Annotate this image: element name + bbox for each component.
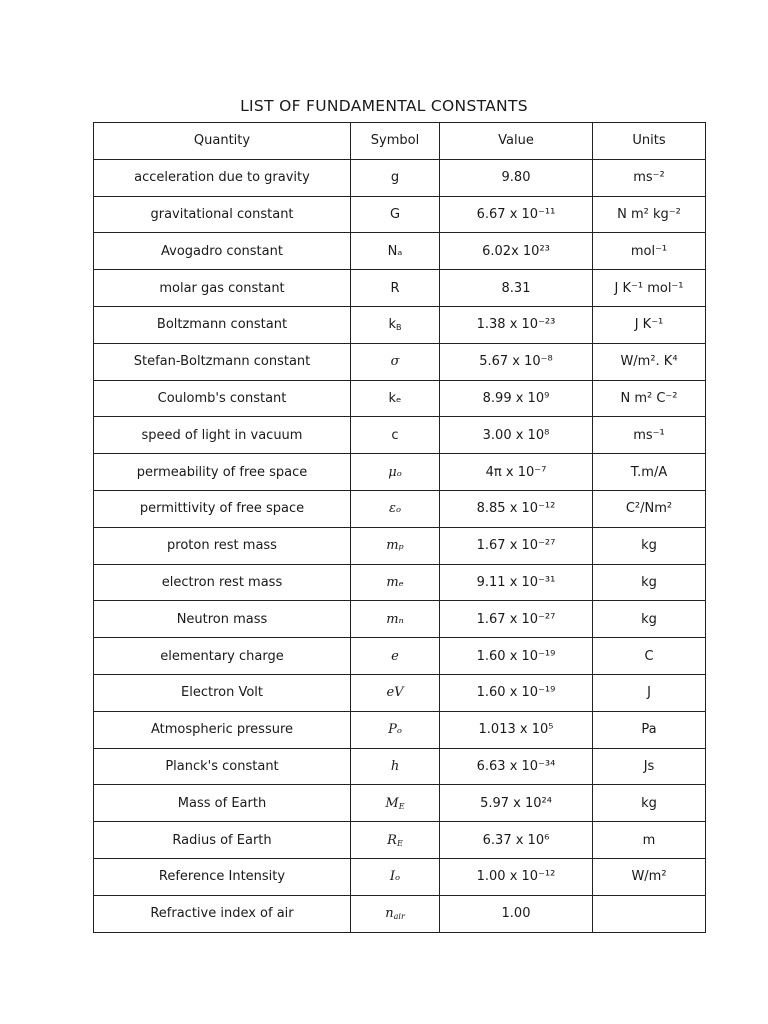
cell-units: kg bbox=[593, 527, 706, 564]
cell-value: 1.67 x 10⁻²⁷ bbox=[440, 601, 593, 638]
cell-value: 1.013 x 10⁵ bbox=[440, 711, 593, 748]
cell-value: 1.00 x 10⁻¹² bbox=[440, 858, 593, 895]
cell-value: 8.31 bbox=[440, 270, 593, 307]
cell-value: 9.80 bbox=[440, 159, 593, 196]
cell-value: 8.99 x 10⁹ bbox=[440, 380, 593, 417]
header-units: Units bbox=[593, 123, 706, 160]
cell-symbol: h bbox=[351, 748, 440, 785]
cell-symbol: σ bbox=[351, 343, 440, 380]
cell-quantity: speed of light in vacuum bbox=[94, 417, 351, 454]
cell-quantity: Planck's constant bbox=[94, 748, 351, 785]
cell-symbol: mₙ bbox=[351, 601, 440, 638]
cell-units: ms⁻¹ bbox=[593, 417, 706, 454]
cell-quantity: Atmospheric pressure bbox=[94, 711, 351, 748]
cell-quantity: Stefan-Boltzmann constant bbox=[94, 343, 351, 380]
cell-quantity: Avogadro constant bbox=[94, 233, 351, 270]
cell-units: Pa bbox=[593, 711, 706, 748]
cell-units: T.m/A bbox=[593, 454, 706, 491]
cell-quantity: Mass of Earth bbox=[94, 785, 351, 822]
cell-units: kg bbox=[593, 564, 706, 601]
cell-units: W/m². K⁴ bbox=[593, 343, 706, 380]
cell-units: ms⁻² bbox=[593, 159, 706, 196]
cell-symbol: mₚ bbox=[351, 527, 440, 564]
cell-symbol: $R_E$ bbox=[351, 822, 440, 859]
table-row bbox=[94, 822, 706, 859]
cell-value: 5.97 x 10²⁴ bbox=[440, 785, 593, 822]
cell-quantity: Boltzmann constant bbox=[94, 306, 351, 343]
cell-quantity: permeability of free space bbox=[94, 454, 351, 491]
cell-units: Js bbox=[593, 748, 706, 785]
cell-quantity: molar gas constant bbox=[94, 270, 351, 307]
table-row bbox=[94, 711, 706, 748]
cell-symbol: $M_E$ bbox=[351, 785, 440, 822]
header-quantity: Quantity bbox=[94, 123, 351, 160]
cell-units: N m² C⁻² bbox=[593, 380, 706, 417]
cell-units: kg bbox=[593, 601, 706, 638]
table-row bbox=[94, 270, 706, 307]
cell-value: 6.02x 10²³ bbox=[440, 233, 593, 270]
cell-quantity: proton rest mass bbox=[94, 527, 351, 564]
cell-value: 1.67 x 10⁻²⁷ bbox=[440, 527, 593, 564]
cell-quantity: Coulomb's constant bbox=[94, 380, 351, 417]
constants-table bbox=[93, 122, 706, 933]
cell-quantity: acceleration due to gravity bbox=[94, 159, 351, 196]
cell-units: J K⁻¹ mol⁻¹ bbox=[593, 270, 706, 307]
cell-symbol: e bbox=[351, 638, 440, 675]
cell-symbol: Nₐ bbox=[351, 233, 440, 270]
cell-quantity: Refractive index of air bbox=[94, 895, 351, 932]
table-row bbox=[94, 196, 706, 233]
table-row bbox=[94, 306, 706, 343]
table-row bbox=[94, 527, 706, 564]
cell-quantity: Electron Volt bbox=[94, 674, 351, 711]
header-symbol: Symbol bbox=[351, 123, 440, 160]
cell-value: 1.00 bbox=[440, 895, 593, 932]
cell-quantity: electron rest mass bbox=[94, 564, 351, 601]
cell-symbol: εₒ bbox=[351, 490, 440, 527]
cell-value: 8.85 x 10⁻¹² bbox=[440, 490, 593, 527]
table-row bbox=[94, 785, 706, 822]
cell-units: J bbox=[593, 674, 706, 711]
table-row bbox=[94, 490, 706, 527]
cell-quantity: permittivity of free space bbox=[94, 490, 351, 527]
cell-value: 9.11 x 10⁻³¹ bbox=[440, 564, 593, 601]
cell-symbol: μₒ bbox=[351, 454, 440, 491]
cell-value: 4π x 10⁻⁷ bbox=[440, 454, 593, 491]
cell-units bbox=[593, 895, 706, 932]
table-row bbox=[94, 638, 706, 675]
cell-units: C²/Nm² bbox=[593, 490, 706, 527]
cell-value: 6.37 x 10⁶ bbox=[440, 822, 593, 859]
table-row bbox=[94, 343, 706, 380]
header-value: Value bbox=[440, 123, 593, 160]
table-row bbox=[94, 674, 706, 711]
cell-units: m bbox=[593, 822, 706, 859]
cell-units: J K⁻¹ bbox=[593, 306, 706, 343]
cell-symbol: eV bbox=[351, 674, 440, 711]
table-row bbox=[94, 417, 706, 454]
cell-quantity: Neutron mass bbox=[94, 601, 351, 638]
cell-value: 6.63 x 10⁻³⁴ bbox=[440, 748, 593, 785]
table-row bbox=[94, 858, 706, 895]
cell-quantity: Radius of Earth bbox=[94, 822, 351, 859]
table-row bbox=[94, 564, 706, 601]
page-title: LIST OF FUNDAMENTAL CONSTANTS bbox=[240, 97, 528, 116]
table-row bbox=[94, 380, 706, 417]
cell-quantity: gravitational constant bbox=[94, 196, 351, 233]
cell-value: 5.67 x 10⁻⁸ bbox=[440, 343, 593, 380]
cell-symbol: R bbox=[351, 270, 440, 307]
table-row bbox=[94, 895, 706, 932]
table-row bbox=[94, 454, 706, 491]
cell-units: C bbox=[593, 638, 706, 675]
cell-symbol: Pₒ bbox=[351, 711, 440, 748]
cell-quantity: elementary charge bbox=[94, 638, 351, 675]
cell-symbol: kₑ bbox=[351, 380, 440, 417]
cell-units: N m² kg⁻² bbox=[593, 196, 706, 233]
table-header-row bbox=[94, 123, 706, 160]
cell-symbol: $n_{air}$ bbox=[351, 895, 440, 932]
cell-value: 1.60 x 10⁻¹⁹ bbox=[440, 674, 593, 711]
cell-symbol: G bbox=[351, 196, 440, 233]
cell-value: 1.38 x 10⁻²³ bbox=[440, 306, 593, 343]
cell-units: kg bbox=[593, 785, 706, 822]
cell-symbol: Iₒ bbox=[351, 858, 440, 895]
table-row bbox=[94, 748, 706, 785]
cell-units: W/m² bbox=[593, 858, 706, 895]
cell-value: 1.60 x 10⁻¹⁹ bbox=[440, 638, 593, 675]
cell-symbol: c bbox=[351, 417, 440, 454]
cell-symbol: $k_B$ bbox=[351, 306, 440, 343]
cell-value: 3.00 x 10⁸ bbox=[440, 417, 593, 454]
cell-quantity: Reference Intensity bbox=[94, 858, 351, 895]
table-row bbox=[94, 159, 706, 196]
table-body bbox=[94, 159, 706, 932]
cell-symbol: mₑ bbox=[351, 564, 440, 601]
cell-units: mol⁻¹ bbox=[593, 233, 706, 270]
table-row bbox=[94, 601, 706, 638]
cell-value: 6.67 x 10⁻¹¹ bbox=[440, 196, 593, 233]
cell-symbol: g bbox=[351, 159, 440, 196]
table-row bbox=[94, 233, 706, 270]
